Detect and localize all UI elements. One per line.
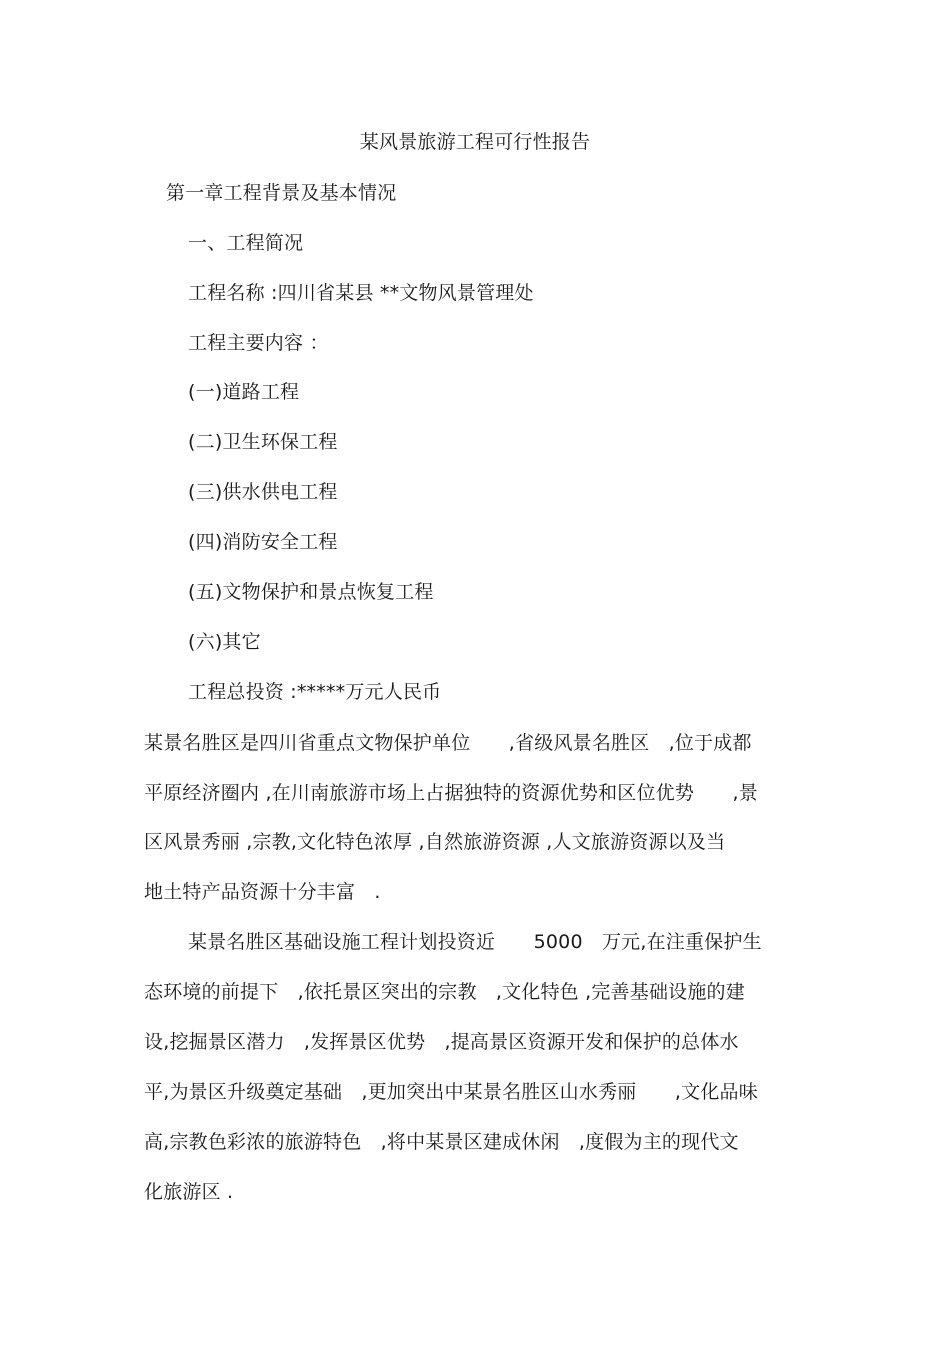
paragraph-line: 平,为景区升级奠定基础 ,更加突出中某景名胜区山水秀丽 ,文化品味 [144, 1081, 758, 1103]
project-name-line: 工程名称 :四川省某县 **文物风景管理处 [188, 282, 534, 304]
list-item: (五)文物保护和景点恢复工程 [188, 581, 434, 603]
main-content-label: 工程主要内容 ： [188, 332, 329, 354]
paragraph-line: 区风景秀丽 ,宗教,文化特色浓厚 ,自然旅游资源 ,人文旅游资源以及当 [144, 831, 726, 853]
section-heading: 一、工程简况 [188, 232, 304, 254]
list-item: (三)供水供电工程 [188, 481, 338, 503]
paragraph-line: 高,宗教色彩浓的旅游特色 ,将中某景区建成休闲 ,度假为主的现代文 [144, 1131, 739, 1153]
list-item: (二)卫生环保工程 [188, 431, 338, 453]
list-item: (六)其它 [188, 631, 261, 653]
chapter-heading: 第一章工程背景及基本情况 [166, 182, 397, 204]
document-title: 某风景旅游工程可行性报告 [359, 131, 591, 153]
paragraph-line: 态环境的前提下 ,依托景区突出的宗教 ,文化特色 ,完善基础设施的建 [144, 981, 745, 1003]
list-item: (一)道路工程 [188, 381, 300, 403]
paragraph-line: 地土特产品资源十分丰富 . [144, 881, 381, 903]
paragraph-line: 平原经济圈内 ,在川南旅游市场上占据独特的资源优势和区位优势 ,景 [144, 782, 758, 804]
list-item: (四)消防安全工程 [188, 531, 338, 553]
paragraph-line: 某景名胜区是四川省重点文物保护单位 ,省级风景名胜区 ,位于成都 [144, 732, 752, 754]
paragraph-line: 设,挖掘景区潜力 ,发挥景区优势 ,提高景区资源开发和保护的总体水 [144, 1031, 739, 1053]
paragraph-line: 某景名胜区基础设施工程计划投资近 5000 万元,在注重保护生 [188, 931, 762, 953]
total-investment-line: 工程总投资 :*****万元人民币 [188, 681, 442, 703]
paragraph-line: 化旅游区 . [144, 1181, 234, 1203]
